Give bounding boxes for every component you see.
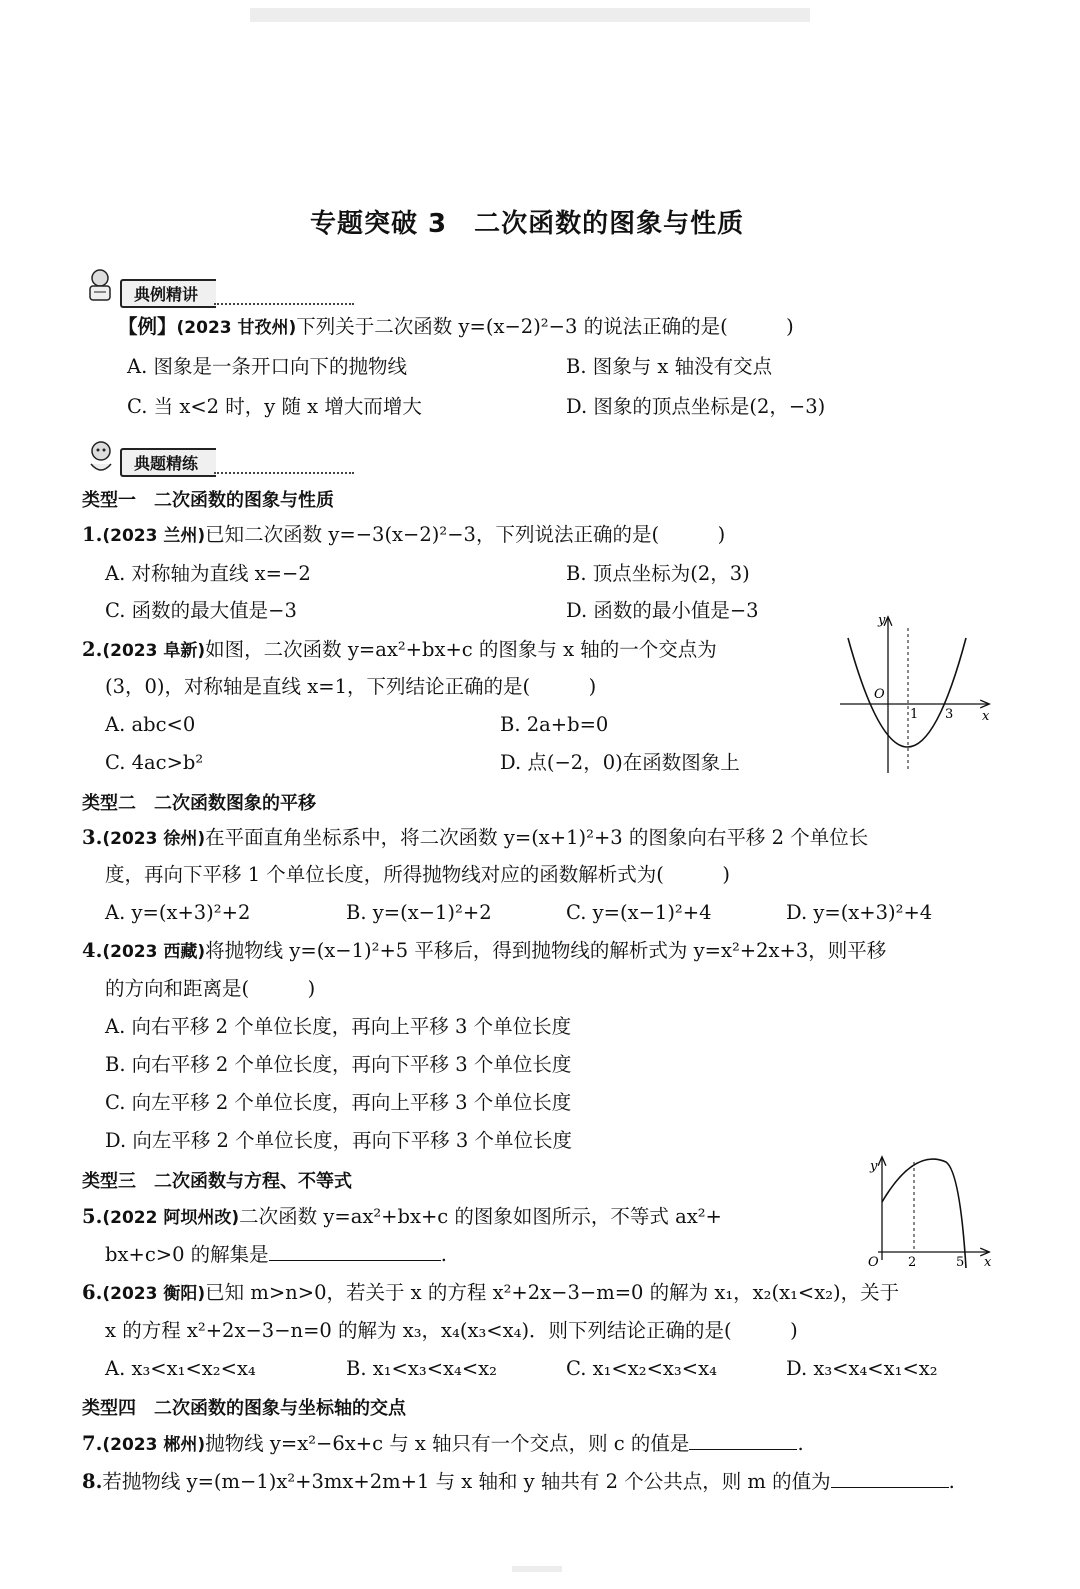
x-axis-label: x (984, 1255, 992, 1270)
answer-blank[interactable] (269, 1242, 441, 1261)
question-6-option-d: D. x₃<x₄<x₁<x₂ (786, 1357, 938, 1380)
question-6-option-c: C. x₁<x₂<x₃<x₄ (566, 1357, 717, 1380)
origin-label: O (868, 1255, 879, 1270)
question-4-option-b: B. 向右平移 2 个单位长度，再向下平移 3 个单位长度 (105, 1053, 572, 1076)
question-2-option-d: D. 点(−2，0)在函数图象上 (500, 751, 740, 774)
question-4-option-d: D. 向左平移 2 个单位长度，再向下平移 3 个单位长度 (105, 1129, 572, 1152)
question-3-stem-line1: 3.(2023 徐州)在平面直角坐标系中，将二次函数 y=(x+1)²+3 的图象向右平移 2 个单位长 (82, 826, 869, 849)
divider (214, 303, 354, 305)
question-6-option-a: A. x₃<x₁<x₂<x₄ (105, 1357, 256, 1380)
question-2-option-b: B. 2a+b=0 (500, 713, 609, 736)
question-2-option-a: A. abc<0 (105, 713, 196, 736)
y-axis-label: y (870, 1159, 878, 1174)
question-3-option-a: A. y=(x+3)²+2 (105, 901, 251, 924)
question-3-option-c: C. y=(x−1)²+4 (566, 901, 712, 924)
tick-label-1: 1 (910, 707, 919, 722)
x-axis-label: x (982, 709, 990, 724)
section-header-practice (90, 447, 354, 477)
tick-label-5: 5 (956, 1255, 965, 1270)
question-6-option-b: B. x₁<x₃<x₄<x₂ (346, 1357, 498, 1380)
section-label: 典题精练 (120, 448, 216, 477)
question-1-option-a: A. 对称轴为直线 x=−2 (105, 562, 311, 585)
page-bleed-shadow (250, 8, 810, 22)
tick-label-3: 3 (945, 707, 954, 722)
question-5-parabola-figure (858, 1152, 994, 1270)
type-heading-1: 类型一 二次函数的图象与性质 (82, 490, 334, 511)
question-2-stem-line2: (3，0)，对称轴是直线 x=1，下列结论正确的是( ) (105, 675, 597, 698)
example-option-d: D. 图象的顶点坐标是(2，−3) (566, 395, 826, 418)
type-heading-3: 类型三 二次函数与方程、不等式 (82, 1171, 352, 1192)
question-1-option-d: D. 函数的最小值是−3 (566, 599, 759, 622)
question-2-stem-line1: 2.(2023 阜新)如图，二次函数 y=ax²+bx+c 的图象与 x 轴的一个交点为 (82, 638, 717, 661)
question-3-option-b: B. y=(x−1)²+2 (346, 901, 492, 924)
question-4-option-c: C. 向左平移 2 个单位长度，再向上平移 3 个单位长度 (105, 1091, 572, 1114)
section-header-examples (90, 278, 354, 308)
question-2-parabola-figure (838, 608, 998, 780)
example-stem: 【例】(2023 甘孜州)下列关于二次函数 y=(x−2)²−3 的说法正确的是( ) (118, 315, 794, 338)
question-5-stem-line2: bx+c>0 的解集是 . (105, 1243, 447, 1266)
example-option-c: C. 当 x<2 时，y 随 x 增大而增大 (127, 395, 422, 418)
page-title: 专题突破 3 二次函数的图象与性质 (310, 209, 745, 239)
origin-label: O (874, 687, 885, 702)
question-2-option-c: C. 4ac>b² (105, 751, 204, 774)
example-option-b: B. 图象与 x 轴没有交点 (566, 355, 773, 378)
question-1-option-b: B. 顶点坐标为(2，3) (566, 562, 750, 585)
type-heading-2: 类型二 二次函数图象的平移 (82, 793, 316, 814)
question-3-stem-line2: 度，再向下平移 1 个单位长度，所得抛物线对应的函数解析式为( ) (105, 863, 731, 886)
answer-blank[interactable] (689, 1431, 797, 1450)
section-label: 典例精讲 (120, 279, 216, 308)
parabola-curve (848, 638, 966, 747)
tick-label-2: 2 (908, 1255, 917, 1270)
question-1-stem: 1.(2023 兰州)已知二次函数 y=−3(x−2)²−3，下列说法正确的是( ) (82, 523, 726, 546)
type-heading-4: 类型四 二次函数的图象与坐标轴的交点 (82, 1398, 406, 1419)
page-footer-mark (512, 1566, 562, 1572)
question-4-stem-line2: 的方向和距离是( ) (105, 977, 316, 1000)
y-axis-label: y (878, 613, 886, 628)
divider (214, 472, 354, 474)
answer-blank[interactable] (831, 1469, 949, 1488)
question-4-option-a: A. 向右平移 2 个单位长度，再向上平移 3 个单位长度 (105, 1015, 572, 1038)
question-6-stem-line2: x 的方程 x²+2x−3−n=0 的解为 x₃，x₄(x₃<x₄)．则下列结论正确的是( ) (105, 1319, 798, 1342)
example-option-a: A. 图象是一条开口向下的抛物线 (127, 355, 407, 378)
question-7-stem: 7.(2023 郴州)抛物线 y=x²−6x+c 与 x 轴只有一个交点，则 c 的值是 . (82, 1432, 804, 1455)
question-5-stem-line1: 5.(2022 阿坝州改)二次函数 y=ax²+bx+c 的图象如图所示，不等式 ax²+ (82, 1205, 722, 1228)
question-8-stem: 8.若抛物线 y=(m−1)x²+3mx+2m+1 与 x 轴和 y 轴共有 2 个公共点，则 m 的值为 . (82, 1470, 955, 1493)
question-3-option-d: D. y=(x+3)²+4 (786, 901, 933, 924)
question-1-option-c: C. 函数的最大值是−3 (105, 599, 297, 622)
question-4-stem-line1: 4.(2023 西藏)将抛物线 y=(x−1)²+5 平移后，得到抛物线的解析式为 y=x²+2x+3，则平移 (82, 939, 887, 962)
question-6-stem-line1: 6.(2023 衡阳)已知 m>n>0，若关于 x 的方程 x²+2x−3−m=0 的解为 x₁，x₂(x₁<x₂)，关于 (82, 1281, 900, 1304)
